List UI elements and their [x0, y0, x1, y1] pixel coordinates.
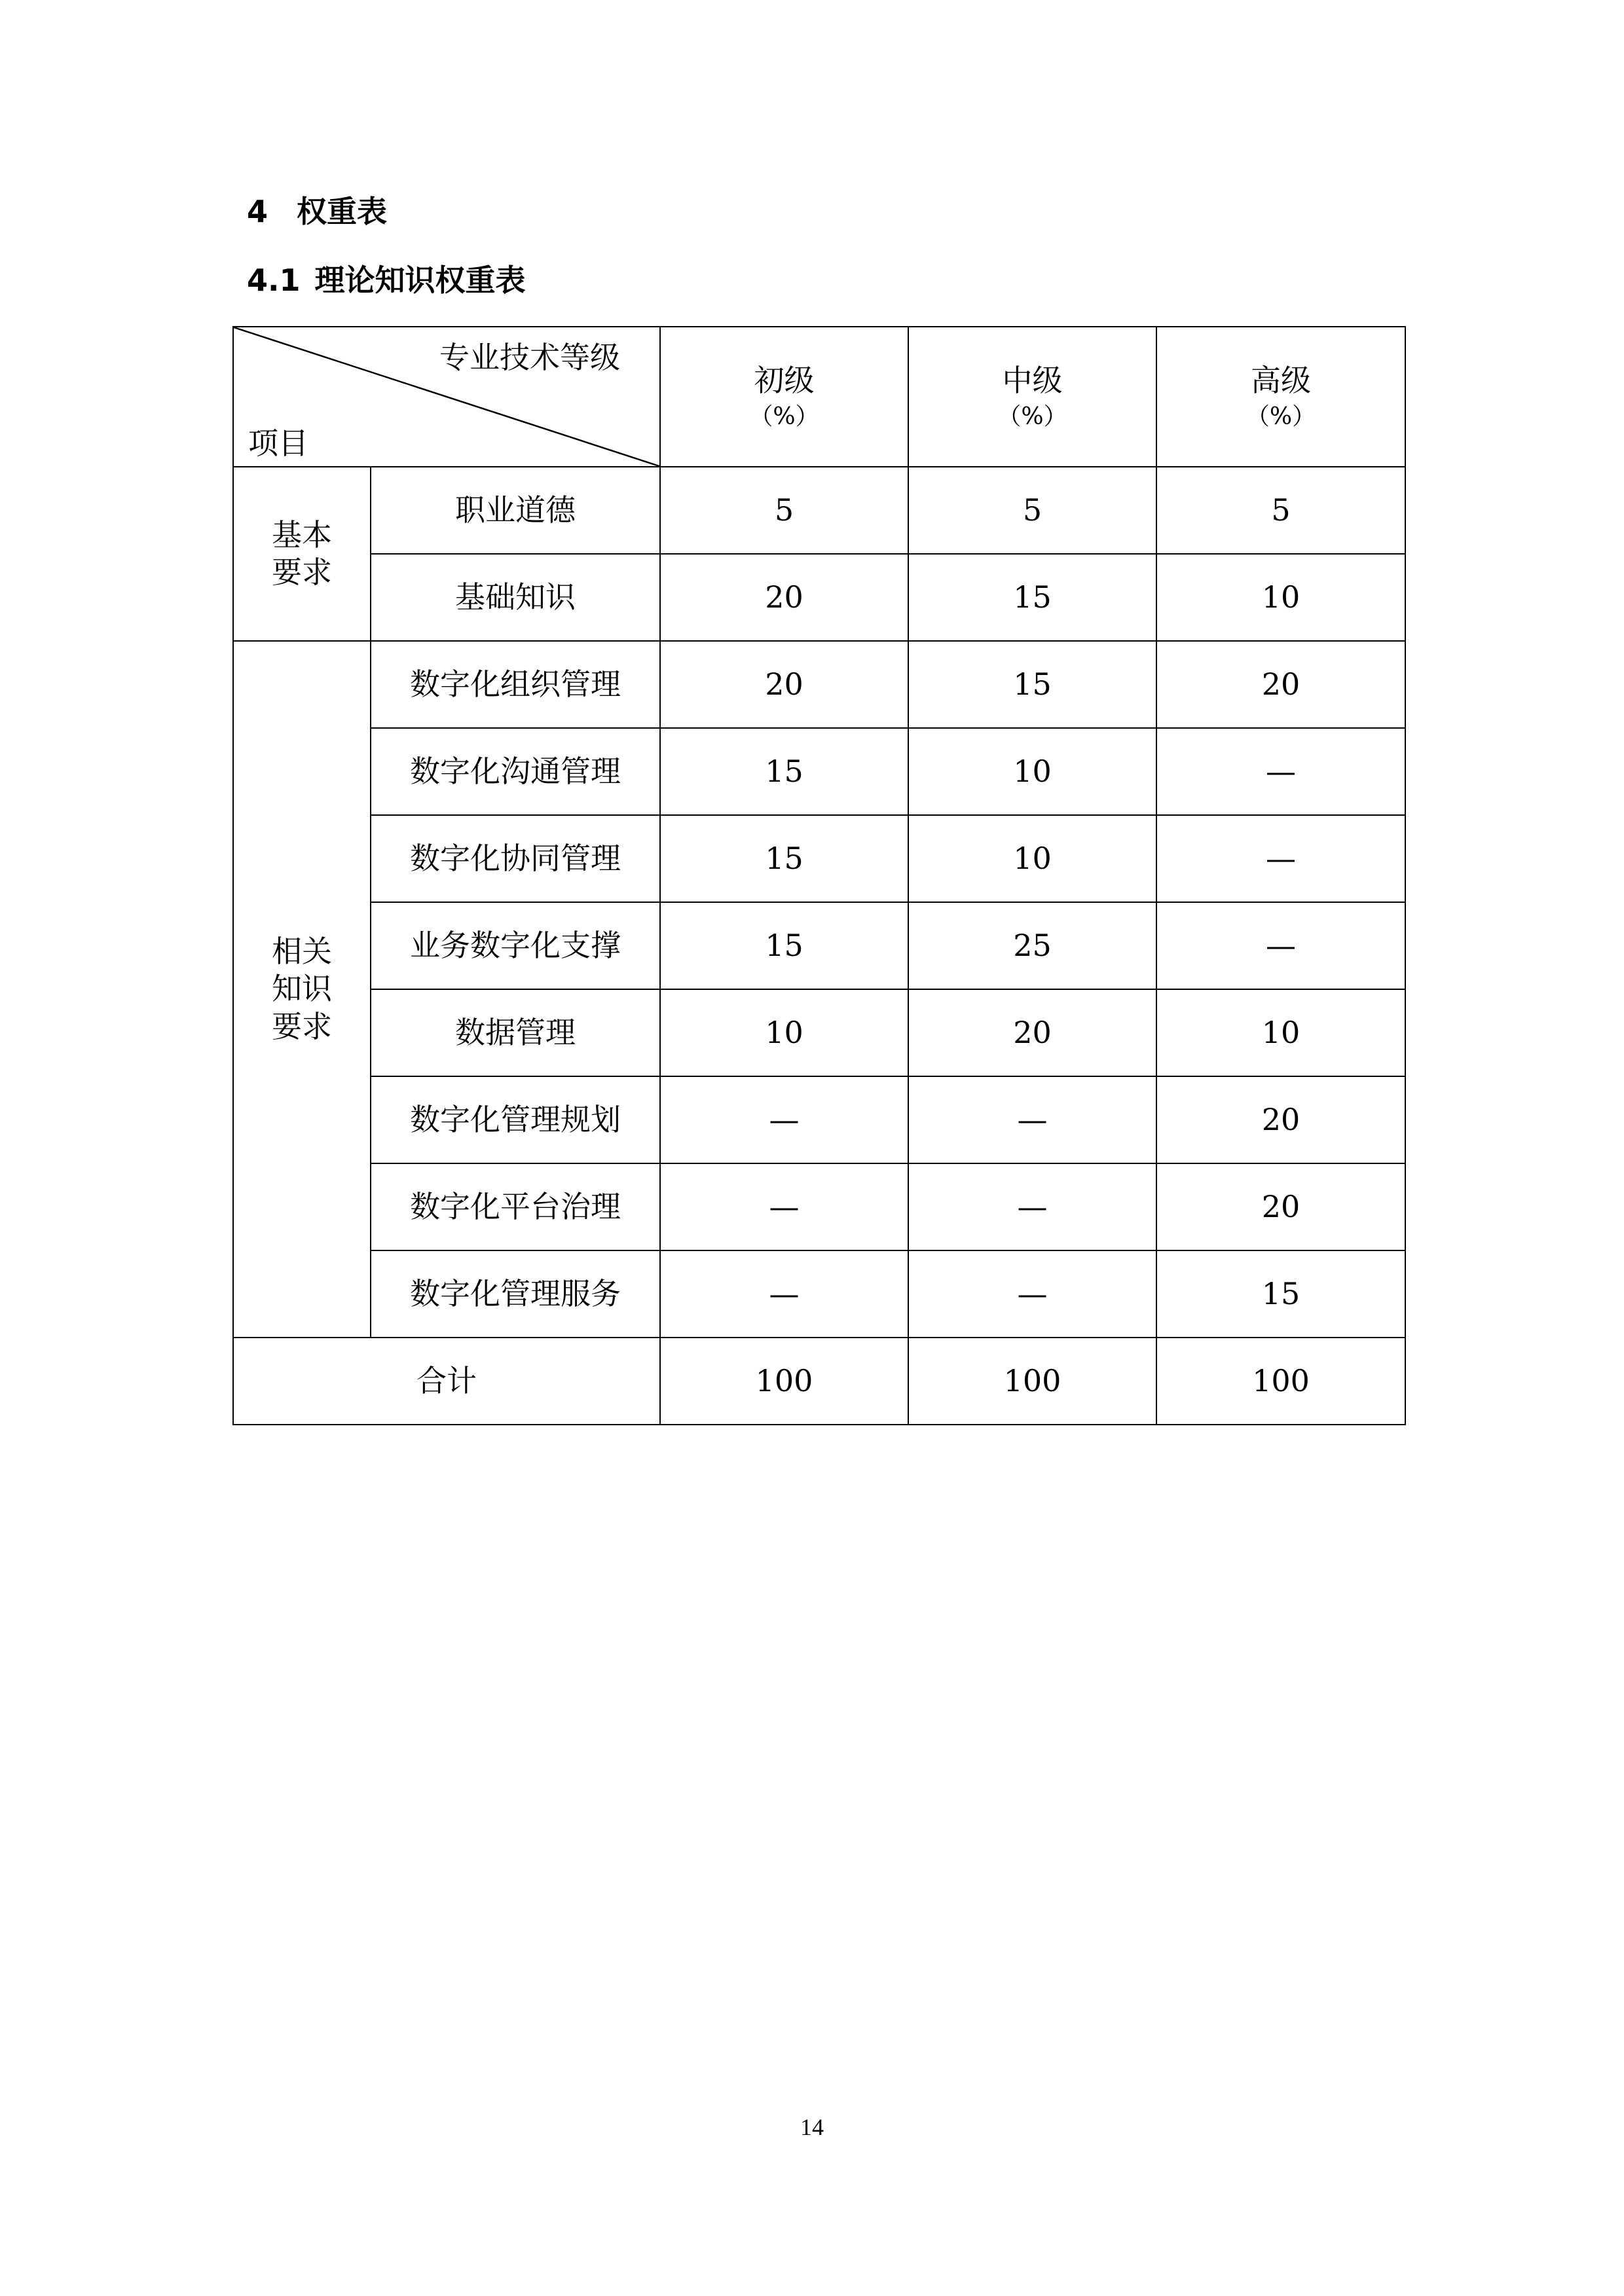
value-cell: —	[660, 1250, 908, 1338]
value-cell: 15	[660, 728, 908, 815]
value-cell: —	[908, 1076, 1156, 1163]
section-number: 4	[247, 194, 268, 229]
level-header-junior	[660, 327, 908, 467]
group-label-basic: 基本 要求	[233, 467, 371, 641]
item-cell: 数字化管理服务	[371, 1250, 660, 1338]
level-name: 中级	[1002, 362, 1063, 398]
table-row	[233, 467, 1405, 554]
subsection-heading	[247, 263, 526, 298]
value-cell: 10	[908, 815, 1156, 902]
value-cell: 15	[908, 641, 1156, 728]
table-row	[233, 554, 1405, 641]
item-cell: 数据管理	[371, 989, 660, 1076]
table-row	[233, 1076, 1405, 1163]
level-name: 初级	[754, 362, 815, 398]
value-cell: 20	[660, 554, 908, 641]
subsection-title: 理论知识权重表	[314, 263, 526, 298]
total-label: 合计	[233, 1338, 660, 1425]
subsection-number: 4.1	[247, 263, 301, 298]
value-cell: —	[660, 1163, 908, 1250]
corner-header-cell	[233, 327, 660, 467]
item-cell: 职业道德	[371, 467, 660, 554]
value-cell: 15	[660, 815, 908, 902]
section-heading	[247, 196, 387, 227]
level-name: 高级	[1251, 362, 1311, 398]
total-value: 100	[1156, 1338, 1405, 1425]
group-label-related: 相关 知识 要求	[233, 641, 371, 1338]
item-cell: 数字化管理规划	[371, 1076, 660, 1163]
value-cell: —	[908, 1163, 1156, 1250]
value-cell: 20	[1156, 1076, 1405, 1163]
table-row	[233, 1163, 1405, 1250]
item-cell: 数字化沟通管理	[371, 728, 660, 815]
value-cell: 5	[908, 467, 1156, 554]
page-number: 14	[800, 2114, 824, 2140]
level-unit: （%）	[997, 403, 1067, 431]
value-cell: —	[1156, 728, 1405, 815]
total-row	[233, 1338, 1405, 1425]
value-cell: —	[1156, 902, 1405, 989]
table-row	[233, 641, 1405, 728]
value-cell: 20	[1156, 641, 1405, 728]
item-cell: 数字化组织管理	[371, 641, 660, 728]
value-cell: 10	[1156, 989, 1405, 1076]
value-cell: 15	[1156, 1250, 1405, 1338]
item-cell: 基础知识	[371, 554, 660, 641]
value-cell: —	[1156, 815, 1405, 902]
value-cell: 15	[908, 554, 1156, 641]
value-cell: 5	[660, 467, 908, 554]
table-row	[233, 1250, 1405, 1338]
header-row	[233, 327, 1405, 467]
level-header-intermediate	[908, 327, 1156, 467]
section-title: 权重表	[297, 194, 387, 229]
value-cell: 10	[660, 989, 908, 1076]
value-cell: —	[908, 1250, 1156, 1338]
total-value: 100	[660, 1338, 908, 1425]
corner-header-item: 项目	[248, 425, 308, 461]
level-unit: （%）	[749, 403, 819, 431]
corner-header-level: 专业技术等级	[439, 340, 620, 375]
value-cell: 10	[908, 728, 1156, 815]
table-row	[233, 815, 1405, 902]
item-cell: 业务数字化支撑	[371, 902, 660, 989]
value-cell: 15	[660, 902, 908, 989]
value-cell: 20	[1156, 1163, 1405, 1250]
level-unit: （%）	[1246, 403, 1316, 431]
item-cell: 数字化平台治理	[371, 1163, 660, 1250]
level-header-senior	[1156, 327, 1405, 467]
total-value: 100	[908, 1338, 1156, 1425]
value-cell: 5	[1156, 467, 1405, 554]
table-row	[233, 902, 1405, 989]
item-cell: 数字化协同管理	[371, 815, 660, 902]
weight-table	[232, 326, 1406, 1425]
value-cell: 25	[908, 902, 1156, 989]
table-row	[233, 989, 1405, 1076]
value-cell: 20	[908, 989, 1156, 1076]
table-row	[233, 728, 1405, 815]
value-cell: 20	[660, 641, 908, 728]
value-cell: 10	[1156, 554, 1405, 641]
value-cell: —	[660, 1076, 908, 1163]
